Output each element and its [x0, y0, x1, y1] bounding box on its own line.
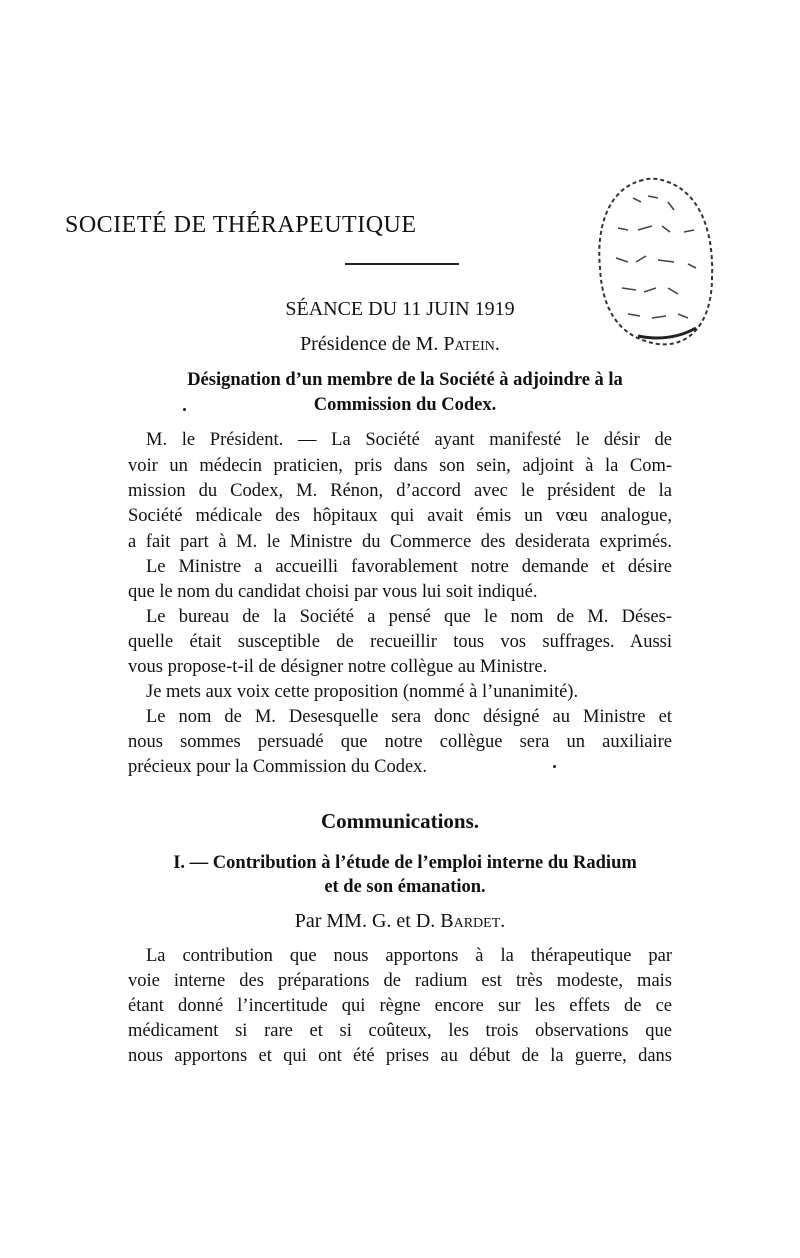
body-line: quelle était susceptible de recueillir tous vos suffrages. Aussi [128, 632, 672, 652]
body-line: Le Ministre a accueilli favorablement notre demande et désire [146, 557, 672, 577]
body-line: Société médicale des hôpitaux qui avait émis un vœu analogue, [128, 506, 672, 526]
body-line: Le nom de M. Desesquelle sera donc désigné au Ministre et [146, 707, 672, 727]
presidence-line [150, 333, 650, 356]
contribution-line: nous apportons et qui ont été prises au début de la guerre, dans [128, 1046, 672, 1066]
body-line: Le bureau de la Société a pensé que le nom de M. Déses- [146, 607, 672, 627]
authors-line [150, 910, 650, 933]
contribution-line: La contribution que nous apportons à la thérapeutique par [146, 946, 672, 966]
designation-heading-line-1: Désignation d’un membre de la Société à adjoindre à la [187, 370, 623, 390]
contribution-line: voie interne des préparations de radium est très modeste, mais [128, 971, 672, 991]
contribution-title-line-2: et de son émanation. [324, 877, 486, 897]
contribution-title-line-1: I. — Contribution à l’étude de l’emploi interne du Radium [173, 853, 637, 873]
authors-prefix: Par MM. G. et D. [294, 910, 441, 932]
body-line: M. le Président. — La Société ayant manifesté le désir de [146, 430, 672, 450]
session-date: SÉANCE DU 11 JUIN 1919 [285, 298, 515, 320]
presidence-prefix: Présidence de M. [300, 333, 444, 355]
body-line: mission du Codex, M. Rénon, d’accord avec le président de la [128, 481, 672, 501]
contribution-line: étant donné l’incertitude qui règne encore sur les effets de ce [128, 996, 672, 1016]
body-line: voir un médecin praticien, pris dans son sein, adjoint à la Com- [128, 456, 672, 476]
body-line: vous propose-t-il de désigner notre collègue au Ministre. [128, 657, 548, 677]
body-line: que le nom du candidat choisi par vous lui soit indiqué. [128, 582, 538, 602]
author-name: Bardet. [440, 910, 506, 932]
communications-heading: Communications. [320, 809, 480, 833]
president-name: Patein. [443, 333, 500, 355]
designation-heading-line-2: Commission du Codex. [313, 395, 497, 415]
body-line: nous sommes persuadé que notre collègue sera un auxiliaire [128, 732, 672, 752]
contribution-line: médicament si rare et si coûteux, les trois observations que [128, 1021, 672, 1041]
body-line: a fait part à M. le Ministre du Commerce des desiderata exprimés. [128, 532, 672, 552]
body-line: Je mets aux voix cette proposition (nommé à l’unanimité). [146, 682, 579, 702]
society-title: SOCIETÉ DE THÉRAPEUTIQUE [65, 212, 417, 238]
speck-mark [553, 765, 556, 768]
library-stamp-icon [588, 168, 718, 352]
body-line: précieux pour la Commission du Codex. [128, 757, 428, 777]
title-divider [345, 263, 459, 265]
